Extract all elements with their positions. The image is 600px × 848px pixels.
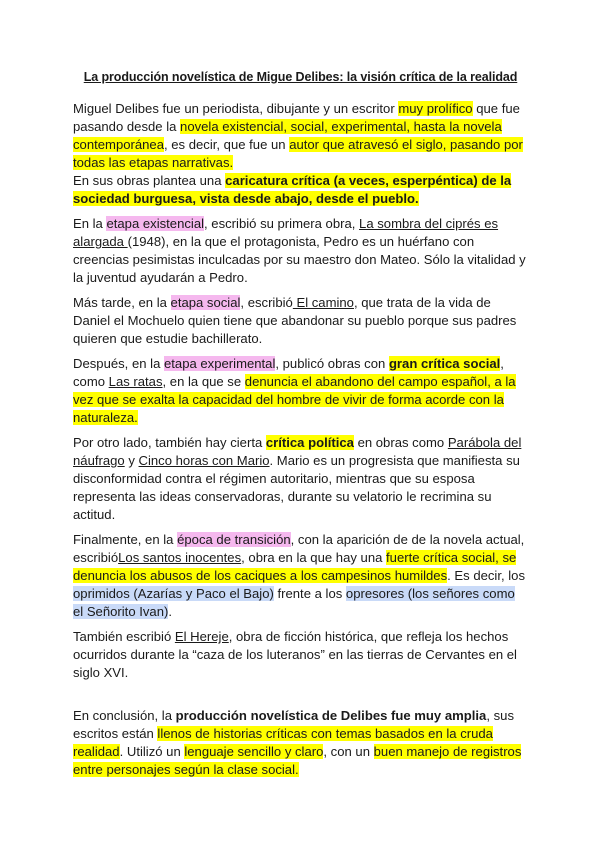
text: , como — [73, 356, 504, 389]
spacer — [73, 689, 528, 707]
bold-text: producción novelística de Delibes fue muy amplia — [175, 708, 487, 723]
text: , escribió — [240, 295, 293, 310]
highlight-yellow-bold: caricatura crítica (a veces, esperpéntica) de la sociedad burguesa, vista desde abajo, desde el pueblo. — [73, 173, 512, 206]
highlight-pink: época de transición — [177, 532, 291, 547]
highlight-yellow: denuncia el abandono del campo español, a la vez que se exalta la capacidad del hombre de vivir de forma acorde con la naturaleza. — [73, 374, 516, 425]
highlight-yellow-bold: crítica política — [265, 435, 354, 450]
text: , sus escritos están — [73, 708, 514, 741]
text: , que trata de la vida de Daniel el Mochuelo quien tiene que abandonar su pueblo porque sus padres quieren que estudie bachillerato. — [73, 295, 517, 346]
highlight-yellow: lenguaje sencillo y claro — [184, 744, 324, 759]
highlight-blue: opresores (los señores como el Señorito Ivan) — [73, 586, 515, 619]
text: . Mario es un progresista que manifiesta su disconformidad contra el régimen autoritario, mientras que su esposa representa las ideas conservadoras, durante su velatorio le recrimina su actitud. — [73, 453, 520, 522]
highlight-yellow-bold: gran crítica social — [388, 356, 501, 371]
text: , publicó obras con — [275, 356, 389, 371]
text: , es decir, que fue un — [164, 137, 290, 152]
book-title: La sombra del ciprés es alargada — [73, 216, 499, 249]
text: En sus obras plantea una — [73, 173, 226, 188]
highlight-yellow: llenos de historias críticas con temas basados en la cruda realidad — [73, 726, 493, 759]
highlight-yellow: novela existencial, social, experimental, hasta la novela contemporánea — [73, 119, 502, 152]
text: En conclusión, la — [73, 708, 176, 723]
book-title: El camino — [292, 295, 354, 310]
text: que fue pasando desde la — [73, 101, 520, 134]
document-title: La producción novelística de Migue Delibes: la visión crítica de la realidad — [83, 70, 518, 84]
text: , obra de ficción histórica, que refleja los hechos ocurridos durante la “caza de los luteranos” en las tierras de Cervantes en el siglo XVI. — [73, 629, 517, 680]
book-title: Los santos inocentes — [118, 550, 242, 565]
highlight-pink: etapa social — [170, 295, 241, 310]
text: , obra en la que hay una — [241, 550, 387, 565]
text: Miguel Delibes fue un periodista, dibujante y un escritor — [73, 101, 399, 116]
text: frente a los — [273, 586, 346, 601]
highlight-yellow: muy prolífico — [398, 101, 473, 116]
paragraph-caricature — [73, 172, 528, 208]
highlight-blue: oprimidos (Azarías y Paco el Bajo) — [73, 586, 274, 601]
highlight-yellow: buen manejo de registros entre personajes según la clase social. — [73, 744, 522, 777]
text: , con la aparición de de la novela actual, escribió — [73, 532, 525, 565]
book-title: Parábola del náufrago — [73, 435, 522, 468]
book-title: El Hereje — [174, 629, 229, 644]
text: y — [124, 453, 139, 468]
highlight-pink: etapa experimental — [164, 356, 276, 371]
text: También escribió — [73, 629, 175, 644]
text: , escribió su primera obra, — [204, 216, 360, 231]
paragraph-existential — [73, 215, 528, 287]
text: , en la que se — [162, 374, 245, 389]
paragraph-intro — [73, 100, 528, 172]
paragraph-social — [73, 294, 528, 348]
text: en obras como — [353, 435, 448, 450]
text: , con un — [323, 744, 374, 759]
book-title: Las ratas — [108, 374, 163, 389]
paragraph-political — [73, 434, 528, 524]
book-title: Cinco horas con Mario — [138, 453, 270, 468]
highlight-pink: etapa existencial — [106, 216, 205, 231]
text: Finalmente, en la — [73, 532, 178, 547]
text: Más tarde, en la — [73, 295, 171, 310]
highlight-yellow: fuerte crítica social, se denuncia los abusos de los caciques a los campesinos humildes — [73, 550, 517, 583]
paragraph-hereje — [73, 628, 528, 682]
text: En la — [73, 216, 107, 231]
text: Por otro lado, también hay cierta — [73, 435, 266, 450]
text: Después, en la — [73, 356, 164, 371]
paragraph-conclusion — [73, 707, 528, 779]
text: . Es decir, los — [447, 568, 525, 583]
highlight-yellow: autor que atravesó el siglo, pasando por todas las etapas narrativas. — [73, 137, 523, 170]
paragraph-experimental — [73, 355, 528, 427]
paragraph-transition — [73, 531, 528, 621]
text: (1948), en la que el protagonista, Pedro es un huérfano con creencias pesimistas inculcadas por su maestro don Mateo. Sólo la vitalidad y la juventud ayudarán a Pedro. — [73, 234, 526, 285]
text: . — [168, 604, 172, 619]
text: . Utilizó un — [119, 744, 185, 759]
